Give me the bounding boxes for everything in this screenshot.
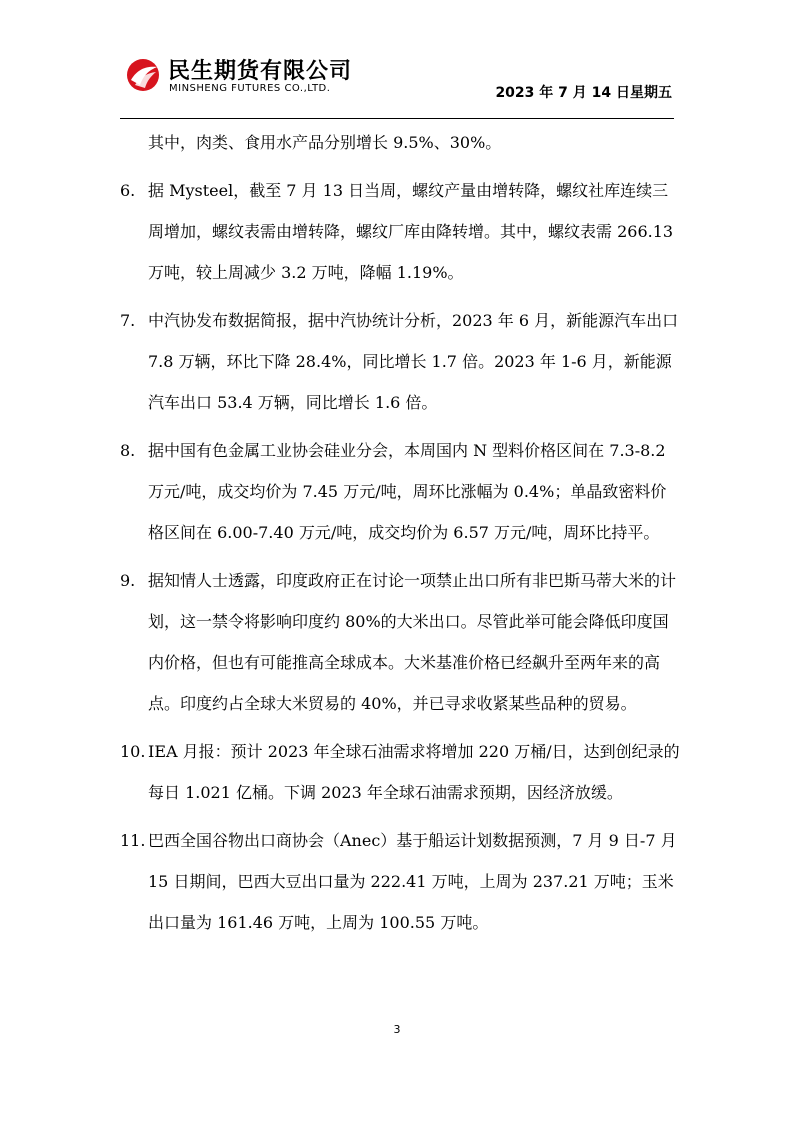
news-list xyxy=(120,122,680,943)
item-number: 7. xyxy=(120,311,136,330)
page-header xyxy=(120,52,674,119)
list-item xyxy=(120,560,680,724)
item-number: 6. xyxy=(120,181,136,200)
company-name-cn: 民生期货有限公司 xyxy=(168,59,353,84)
report-date: 2023 年 7 月 14 日星期五 xyxy=(495,85,672,101)
item-text: 巴西全国谷物出口商协会（Anec）基于船运计划数据预测，7 月 9 日-7 月 15 日期间，巴西大豆出口量为 222.41 万吨，上周为 237.21 万吨；玉米出口量为 161.46 万吨，上周为 100.55 万吨。 xyxy=(148,831,677,932)
list-item xyxy=(120,820,680,943)
company-name-en: MINSHENG FUTURES CO.,LTD. xyxy=(169,83,331,94)
list-item xyxy=(120,430,680,553)
item-number: 9. xyxy=(120,571,136,590)
item-number: 11. xyxy=(120,831,146,850)
list-item xyxy=(120,300,680,423)
page-number: 3 xyxy=(393,1023,401,1036)
item-text: 据知情人士透露，印度政府正在讨论一项禁止出口所有非巴斯马蒂大米的计划，这一禁令将影响印度约 80%的大米出口。尽管此举可能会降低印度国内价格，但也有可能推高全球成本。大米基准价格已经飙升至两年来的高点。印度约占全球大米贸易的 40%，并已寻求收紧某些品种的贸易。 xyxy=(148,571,677,713)
item-text: IEA 月报：预计 2023 年全球石油需求将增加 220 万桶/日，达到创纪录的每日 1.021 亿桶。下调 2023 年全球石油需求预期，因经济放缓。 xyxy=(148,742,680,802)
item-text: 据 Mysteel，截至 7 月 13 日当周，螺纹产量由增转降，螺纹社库连续三周增加，螺纹表需由增转降，螺纹厂库由降转增。其中，螺纹表需 266.13 万吨，较上周减少 3.2 万吨，降幅 1.19%。 xyxy=(148,181,674,282)
item-text: 据中国有色金属工业协会硅业分会，本周国内 N 型料价格区间在 7.3-8.2 万元/吨，成交均价为 7.45 万元/吨，周环比涨幅为 0.4%；单晶致密料价格区间在 6.00-7.40 万元/吨，成交均价为 6.57 万元/吨，周环比持平。 xyxy=(148,441,667,542)
item-number: 10. xyxy=(120,742,146,761)
item-number: 8. xyxy=(120,441,136,460)
item-text: 中汽协发布数据简报，据中汽协统计分析，2023 年 6 月，新能源汽车出口 7.8 万辆，环比下降 28.4%，同比增长 1.7 倍。2023 年 1-6 月，新能源汽车出口 53.4 万辆，同比增长 1.6 倍。 xyxy=(148,311,679,412)
continued-paragraph: 其中，肉类、食用水产品分别增长 9.5%、30%。 xyxy=(148,133,502,152)
list-item xyxy=(120,731,680,813)
minsheng-logo-icon xyxy=(126,58,160,92)
list-item xyxy=(120,170,680,293)
